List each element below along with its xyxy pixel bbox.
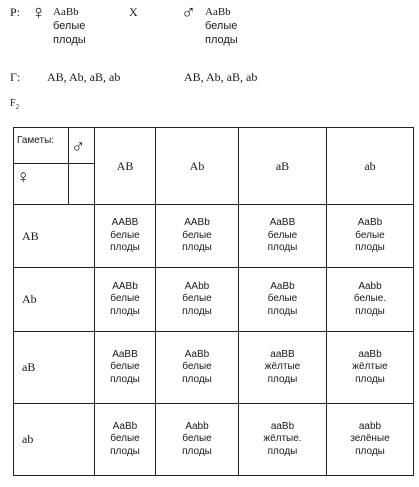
female-symbol-icon: ♀: [16, 167, 31, 188]
cell-color: зелёные: [350, 433, 390, 445]
grid-cell: [327, 268, 414, 332]
cell-genotype: AaBB: [112, 348, 138, 360]
grid-cell: [156, 404, 239, 476]
cell-fruit: плоды: [110, 373, 140, 385]
row-header: ab: [14, 404, 95, 476]
female-symbol-icon: ♀: [31, 2, 46, 24]
corner-cell: [14, 128, 95, 205]
cell-color: белые: [110, 361, 140, 373]
grid-cell: [156, 205, 239, 268]
grid-cell: [327, 404, 414, 476]
cell-fruit: плоды: [182, 445, 212, 457]
cell-fruit: плоды: [267, 373, 298, 385]
cell-color: белые: [267, 229, 298, 241]
grid-cell: [156, 332, 239, 404]
cell-genotype: AaBB: [269, 217, 296, 229]
male-parent: [205, 5, 238, 47]
row-header: AB: [14, 205, 95, 268]
corner-divider-vertical: [68, 128, 69, 204]
cell-genotype: AaBb: [270, 280, 295, 292]
female-parent-fruit: плоды: [53, 34, 86, 46]
male-parent-genotype: AaBb: [205, 6, 231, 18]
gametes-label: Г:: [10, 70, 21, 84]
cell-fruit: плоды: [182, 373, 212, 385]
grid-cell: [327, 332, 414, 404]
female-gametes: AB, Ab, aB, ab: [47, 70, 121, 84]
cell-color: белые: [267, 293, 298, 305]
cell-genotype: Aabb: [358, 280, 382, 292]
column-header: Ab: [156, 128, 239, 205]
female-parent-genotype: AaBb: [53, 6, 79, 18]
female-parent: [53, 5, 86, 47]
female-parent-color: белые: [53, 20, 86, 32]
cell-genotype: AABB: [111, 217, 139, 229]
cell-fruit: плоды: [110, 242, 140, 254]
male-gametes: AB, Ab, aB, ab: [184, 70, 258, 84]
grid-cell: [327, 205, 414, 268]
cell-color: белые: [110, 293, 140, 305]
cell-genotype: aaBb: [270, 420, 295, 432]
cell-fruit: плоды: [355, 373, 385, 385]
cell-color: жёлтые: [264, 361, 301, 373]
cell-genotype: AaBb: [184, 348, 210, 360]
cell-fruit: плоды: [267, 242, 298, 254]
cell-genotype: aabb: [358, 420, 382, 432]
cell-fruit: плоды: [110, 305, 140, 317]
cell-color: белые.: [353, 293, 387, 305]
cell-genotype: AAbb: [184, 280, 210, 292]
grid-cell: [95, 404, 156, 476]
grid-cell: [239, 268, 327, 332]
column-header: aB: [239, 128, 327, 205]
grid-cell: [239, 332, 327, 404]
cell-fruit: плоды: [267, 305, 298, 317]
cell-genotype: aaBb: [358, 348, 382, 360]
cell-genotype: AaBb: [357, 217, 383, 229]
cell-genotype: aaBB: [270, 348, 295, 360]
cell-color: белые: [182, 433, 212, 445]
cell-genotype: AaBb: [112, 420, 138, 432]
cell-fruit: плоды: [267, 445, 298, 457]
cell-fruit: плоды: [182, 305, 212, 317]
cell-fruit: плоды: [355, 242, 385, 254]
cell-color: жёлтые.: [263, 433, 302, 445]
corner-divider-horizontal: [14, 163, 94, 164]
cell-genotype: AABb: [112, 280, 138, 292]
male-symbol-icon: ♂: [71, 137, 86, 158]
male-parent-fruit: плоды: [205, 34, 238, 46]
column-header: AB: [95, 128, 156, 205]
cell-color: белые: [182, 361, 212, 373]
cell-color: белые: [110, 433, 140, 445]
male-parent-color: белые: [205, 20, 238, 32]
row-header: aB: [14, 332, 95, 404]
cell-color: белые: [355, 229, 385, 241]
gametes-header: Гаметы:: [17, 135, 55, 146]
cell-fruit: плоды: [182, 242, 212, 254]
f2-label: $F_2$: [10, 98, 20, 111]
cell-fruit: плоды: [355, 445, 385, 457]
column-header: ab: [327, 128, 414, 205]
cell-genotype: Aabb: [185, 420, 209, 432]
grid-cell: [95, 332, 156, 404]
grid-cell: [95, 205, 156, 268]
cell-fruit: плоды: [110, 445, 140, 457]
cell-genotype: AABb: [184, 217, 210, 229]
parents-label: P:: [10, 5, 21, 19]
cell-color: жёлтые: [352, 361, 388, 373]
cell-color: белые: [110, 229, 140, 241]
cell-fruit: плоды: [355, 305, 385, 317]
cross-sign: X: [129, 5, 138, 19]
grid-cell: [239, 404, 327, 476]
cell-color: белые: [182, 293, 212, 305]
punnett-grid: [13, 127, 414, 476]
row-header: Ab: [14, 268, 95, 332]
grid-cell: [95, 268, 156, 332]
grid-cell: [156, 268, 239, 332]
male-symbol-icon: ♂: [181, 2, 196, 24]
grid-cell: [239, 205, 327, 268]
cell-color: белые: [182, 229, 212, 241]
